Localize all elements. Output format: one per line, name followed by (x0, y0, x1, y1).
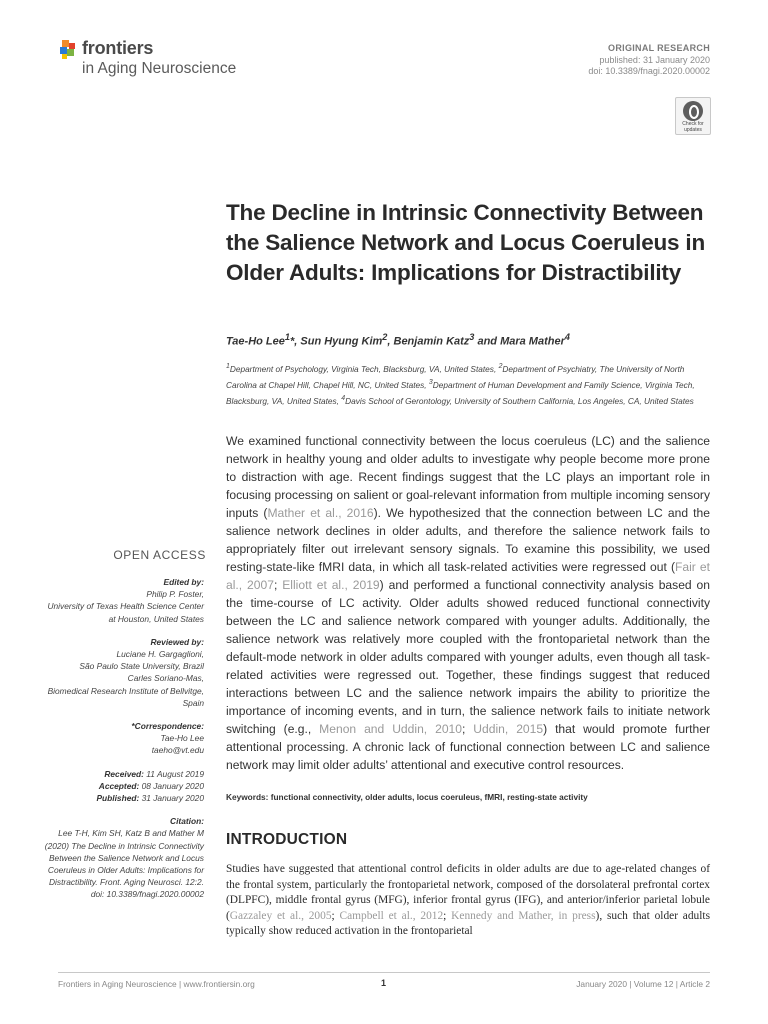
affil-number: 1 (226, 363, 230, 370)
reviewed-by-label: Reviewed by: (150, 636, 204, 647)
abstract-text: ) that would promote further attentional processing. A chronic lack of functional connection between LC and salience network may limit older adults’ attentional and executive control resources. (226, 722, 710, 772)
citation-label: Citation: (170, 816, 204, 827)
citation-text: Lee T-H, Kim SH, Katz B and Mather M (2020) The Decline in Intrinsic Connectivity Between the Salience Network and Locus Coeruleus in Older Adults: Implications for Distractibility. Front. Aging Neurosci. 12:2. doi: 10.3389/fnagi.2020.00002 (44, 828, 204, 900)
published-label: Published: (96, 793, 140, 804)
body-text: ; (443, 909, 452, 922)
author-separator: , (387, 335, 394, 348)
affiliation: Davis School of Gerontology, University of Southern California, Los Angeles, CA, United States (345, 395, 694, 406)
article-meta (588, 43, 710, 78)
abstract (226, 432, 710, 774)
brand-name: frontiers (82, 38, 154, 58)
journal-logo[interactable] (58, 38, 258, 82)
published-date: published: 31 January 2020 (599, 54, 710, 65)
author-name[interactable]: Sun Hyung Kim (300, 335, 383, 348)
received-label: Received: (104, 768, 144, 779)
author-name[interactable]: Benjamin Katz (393, 335, 470, 348)
received-date: 11 August 2019 (143, 768, 204, 779)
page-number: 1 (381, 978, 387, 988)
author-name[interactable]: Tae-Ho Lee (226, 335, 285, 348)
author-separator: , (294, 335, 301, 348)
abstract-text: ; (273, 578, 283, 592)
footer-journal[interactable]: Frontiers in Aging Neuroscience | www.frontiersin.org (58, 979, 255, 989)
reference-link[interactable]: Fair et al., 2007 (226, 560, 710, 592)
abstract-text: ) and performed a functional connectivity analysis based on the time-course of LC activity. Older adults showed reduced functional connectivity between the LC and salience network compared with younger adults. Additionally, the salience network was relatively more coupled with the frontoparietal network than the default-mode network in older adults compared with younger adults, even though all task-related activities were regressed out. Together, these findings suggest that reduced interactions between LC and the salience network impairs the ability to prioritize the importance of incoming events, and in turn, the salience network fails to initiate network switching (e.g., (226, 578, 711, 736)
reference-link[interactable]: Campbell et al., 2012 (339, 909, 444, 922)
footer-divider (58, 972, 710, 973)
open-access-label: OPEN ACCESS (113, 548, 206, 562)
affil-number: 4 (341, 394, 346, 402)
author-affil-number: 1 (284, 332, 290, 342)
reference-link[interactable]: Uddin, 2015 (473, 722, 544, 736)
body-text: ), such that older adults typically show reduced activation in the frontoparietal (226, 909, 711, 938)
section-heading: INTRODUCTION (226, 831, 348, 848)
editor-affiliation: University of Texas Health Science Center at Houston, United States (47, 601, 204, 624)
accepted-label: Accepted: (98, 780, 140, 791)
reviewer-affiliation: São Paulo State University, Brazil (79, 661, 204, 672)
article-doi[interactable]: doi: 10.3389/fnagi.2020.00002 (588, 66, 710, 76)
correspondence-label: *Correspondence: (131, 721, 204, 732)
reference-link[interactable]: Menon and Uddin, 2010 (319, 722, 462, 736)
footer-volume: January 2020 | Volume 12 | Article 2 (576, 979, 710, 989)
edited-by-label: Edited by: (163, 577, 204, 587)
abstract-text: We examined functional connectivity between the locus coeruleus (LC) and the salience network in healthy young and older adults to investigate why people become more prone to distraction with age. Recent findings suggest that the LC plays an important role in focusing processing on salient or goal-relevant information from multiple incoming sensory inputs ( (226, 434, 710, 520)
body-text: Studies have suggested that attentional control deficits in older adults are due to age-related changes of the frontal system, particularly the frontoparietal network, composed of the dorsolateral prefrontal cortex (DLPFC), middle frontal gyrus (MFG), inferior frontal gyrus (IFG), and anterior/inferior parietal lobule ( (226, 863, 710, 922)
author-affil-number: 4 (564, 332, 570, 342)
affiliation: Department of Psychology, Virginia Tech, Blacksburg, VA, United States, (229, 363, 499, 374)
correspondence-email[interactable]: taeho@vt.edu (151, 745, 204, 756)
reference-link[interactable]: Gazzaley et al., 2005 (229, 909, 332, 922)
article-title: The Decline in Intrinsic Connectivity Between the Salience Network and Locus Coeruleus in Older Adults: Implications for Distractibility (226, 200, 706, 285)
author-affil-number: 2 (382, 332, 388, 342)
affiliation: Department of Human Development and Family Science, Virginia Tech, Blacksburg, VA, United States, (226, 379, 695, 406)
reference-link[interactable]: Kennedy and Mather, in press (451, 909, 596, 922)
author-name[interactable]: Mara Mather (500, 335, 565, 348)
correspondence-name: Tae-Ho Lee (160, 733, 204, 744)
abstract-text: ; (462, 722, 474, 736)
affil-number: 3 (428, 378, 433, 386)
author-separator: and (474, 335, 501, 348)
editor-name: Philip P. Foster, (146, 589, 204, 600)
article-type: ORIGINAL RESEARCH (608, 43, 710, 53)
crossmark-label: Check for updates (682, 121, 704, 133)
journal-name: in Aging Neuroscience (82, 60, 237, 77)
frontiers-logo-icon (58, 38, 80, 62)
crossmark-icon (683, 101, 703, 121)
corresponding-mark: * (289, 335, 295, 348)
abstract-text: ). We hypothesized that the connection between LC and the salience network declines in older adults, and therefore the salience network fails to appropriately filter out irrelevant sensory signals. To examine this possibility, we used resting-state-like fMRI data, in which all task-related activities were regressed out ( (226, 506, 710, 574)
reference-link[interactable]: Elliott et al., 2019 (282, 578, 380, 592)
accepted-date: 08 January 2020 (139, 780, 204, 791)
reviewer-affiliation: Biomedical Research Institute of Bellvitge, Spain (47, 685, 204, 708)
author-affil-number: 3 (469, 332, 475, 342)
affiliations (226, 360, 710, 407)
affil-number: 2 (498, 363, 503, 370)
affiliation: Department of Psychiatry, The University of North Carolina at Chapel Hill, Chapel Hill, NC, United States, (226, 363, 685, 390)
body-text: ; (331, 909, 340, 922)
published-date: 31 January 2020 (139, 793, 204, 804)
article-info-sidebar (40, 576, 204, 901)
body-paragraph (226, 862, 710, 940)
reference-link[interactable]: Mather et al., 2016 (267, 506, 374, 520)
author-list (226, 332, 726, 348)
reviewer-name: Carles Soriano-Mas, (127, 673, 204, 684)
reviewer-name: Luciane H. Gargaglioni, (116, 649, 204, 660)
keywords: Keywords: functional connectivity, older adults, locus coeruleus, fMRI, resting-state activity (226, 792, 588, 802)
check-for-updates-badge[interactable] (675, 97, 711, 135)
